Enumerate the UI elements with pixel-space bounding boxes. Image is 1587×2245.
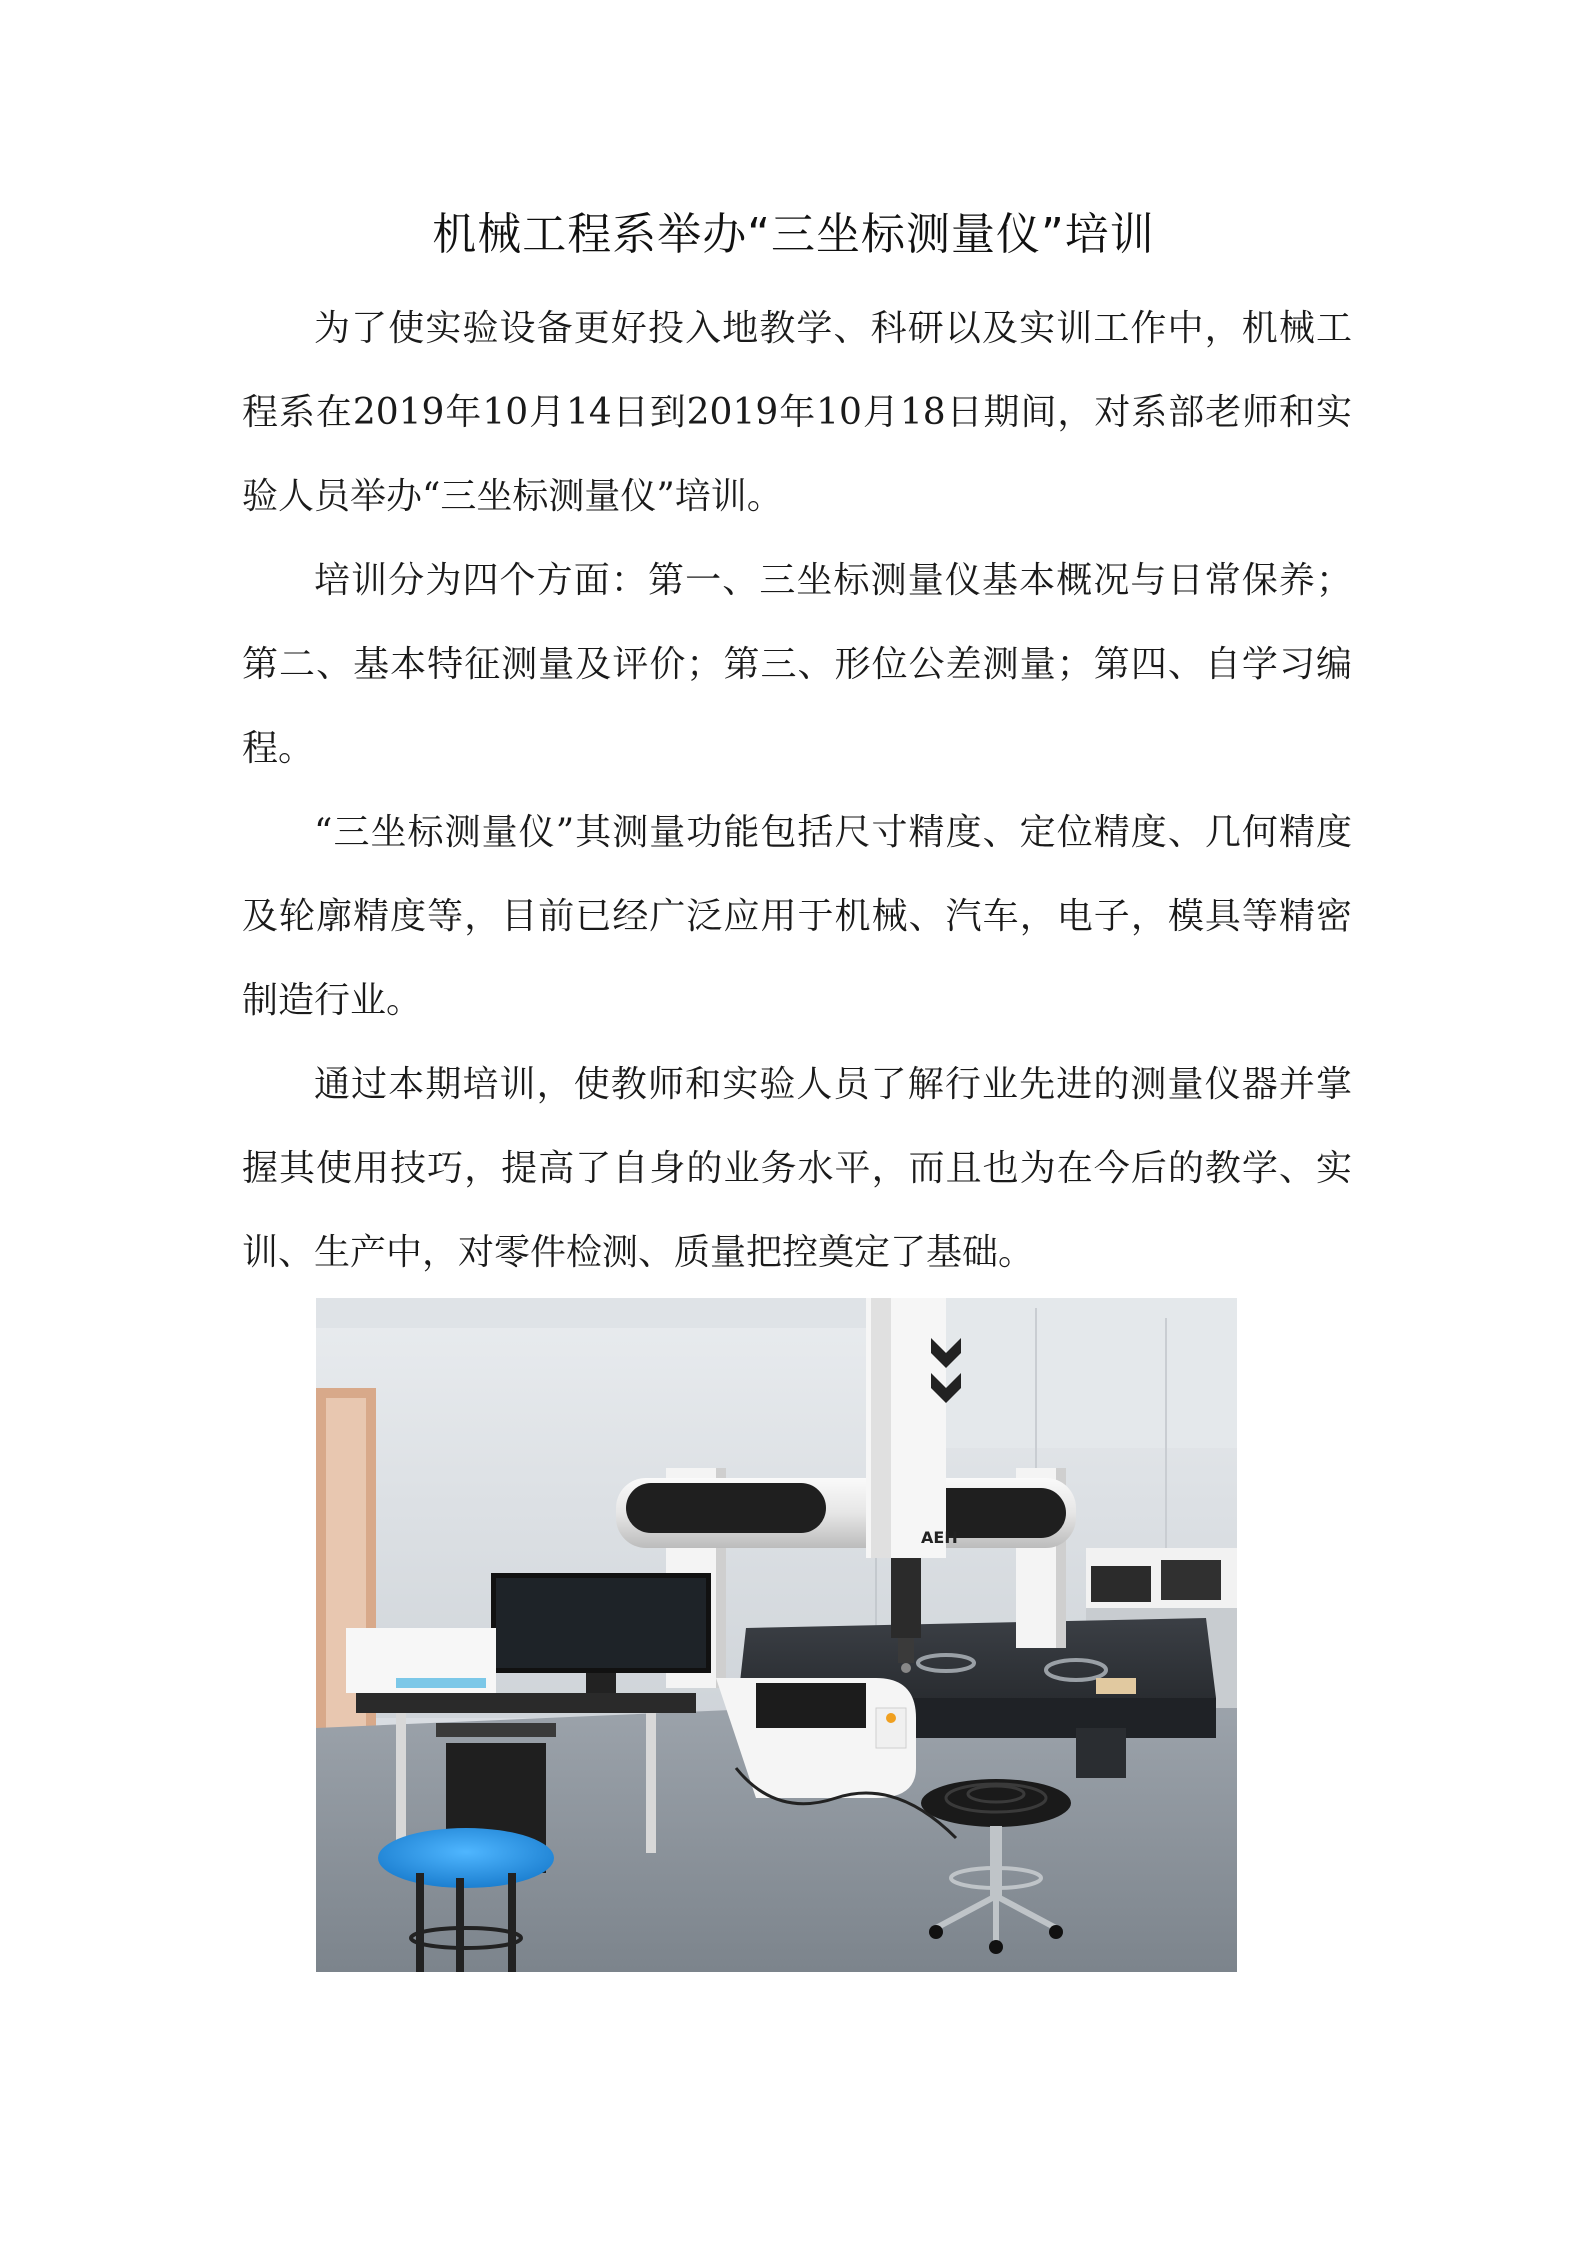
paragraph-1: 为了使实验设备更好投入地教学、科研以及实训工作中，机械工程系在2019年10月14日到2019年10月18日期间，对系部老师和实验人员举办“三坐标测量仪”培训。 — [242, 308, 1352, 517]
machine-brand-label: AEH — [921, 1528, 958, 1547]
document-title: 机械工程系举办“三坐标测量仪”培训 — [432, 209, 1155, 260]
document-body — [242, 287, 1352, 1295]
paragraph-2: 培训分为四个方面：第一、三坐标测量仪基本概况与日常保养；第二、基本特征测量及评价；第三、形位公差测量；第四、自学习编程。 — [242, 560, 1352, 769]
paragraph-3: “三坐标测量仪”其测量功能包括尺寸精度、定位精度、几何精度及轮廓精度等，目前已经广泛应用于机械、汽车，电子，模具等精密制造行业。 — [242, 812, 1352, 1021]
cmm-machine-photo — [316, 1298, 1237, 1972]
paragraph-4: 通过本期培训，使教师和实验人员了解行业先进的测量仪器并掌握其使用技巧，提高了自身的业务水平，而且也为在今后的教学、实训、生产中，对零件检测、质量把控奠定了基础。 — [242, 1064, 1352, 1273]
